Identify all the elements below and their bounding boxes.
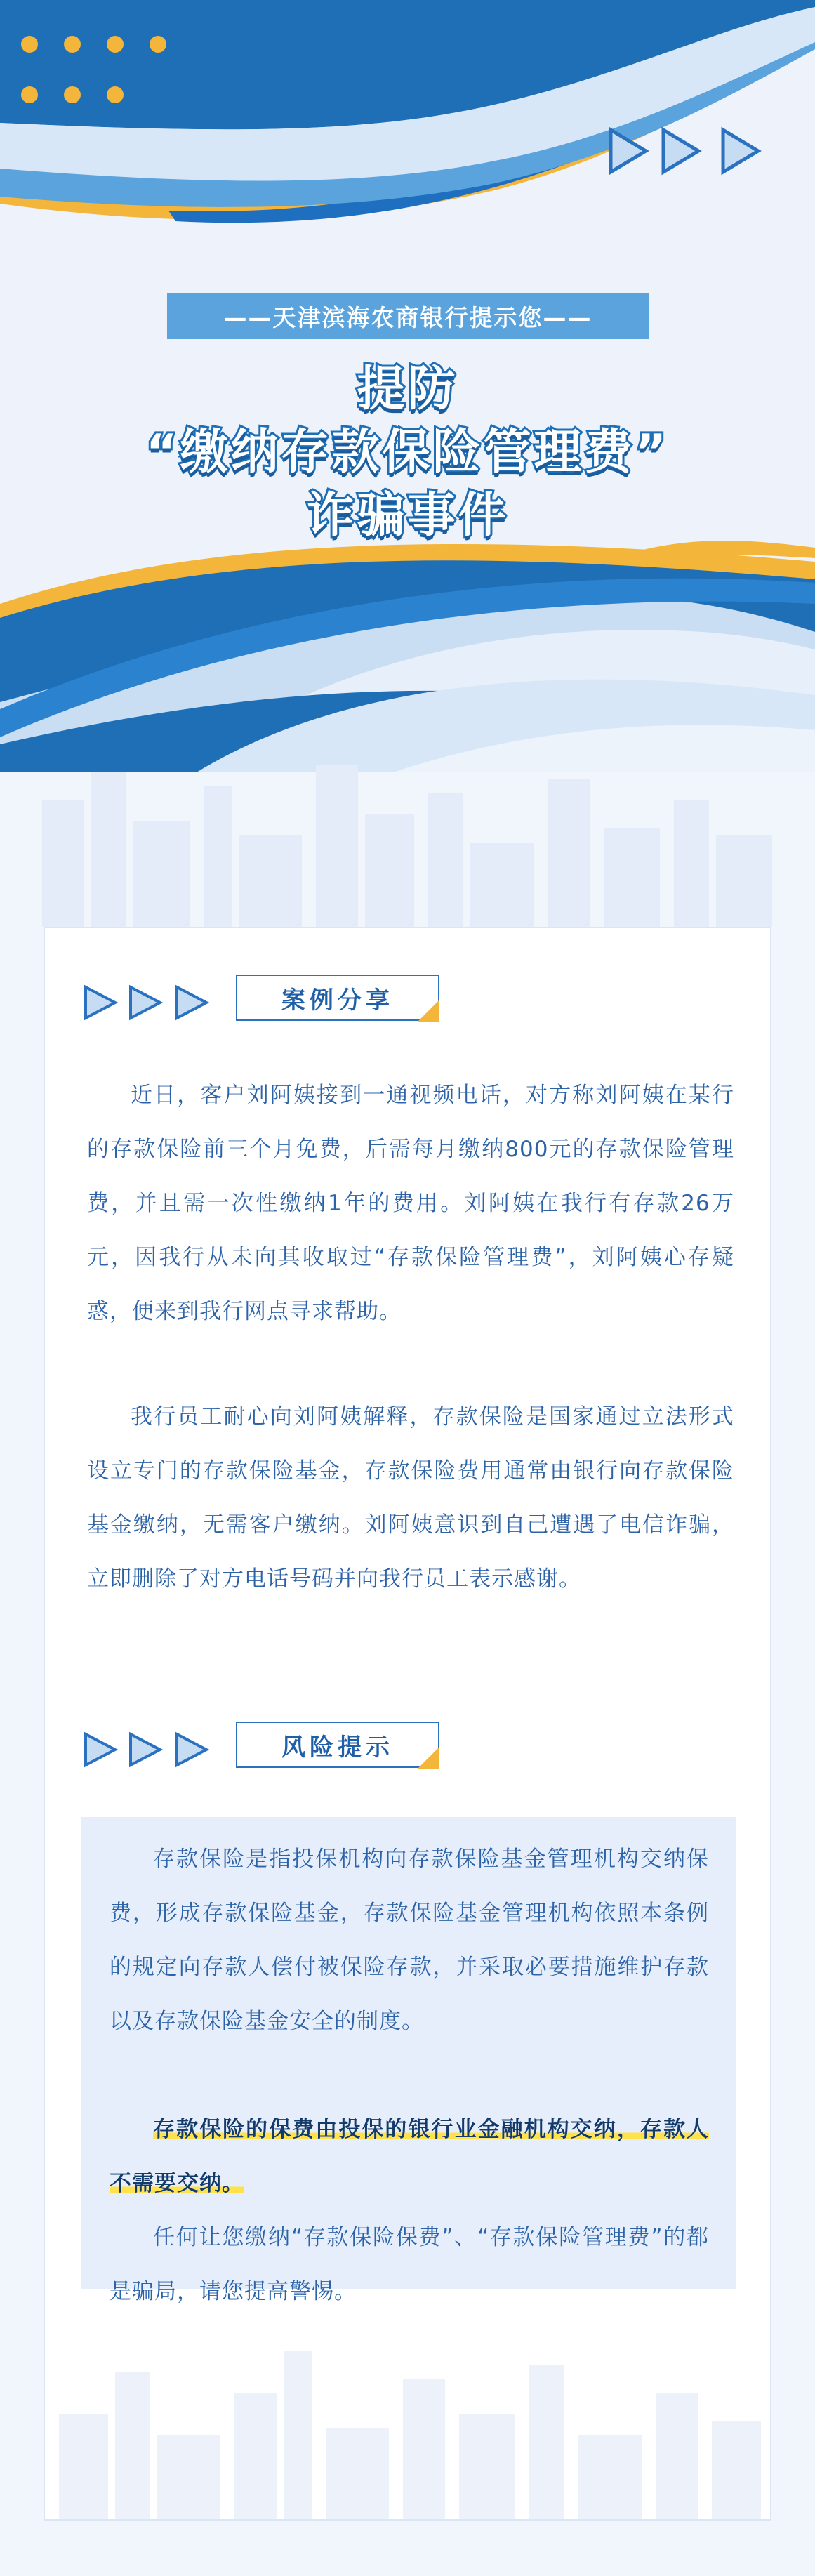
chevron-arrows-icon <box>81 1731 222 1768</box>
risk-paragraph-1: 存款保险是指投保机构向存款保险基金管理机构交纳保费，形成存款保险基金，存款保险基金管理机构依照本条例的规定向存款人偿付被保险存款，并采取必要措施维护存款以及存款保险基金安全的制度。 <box>110 1847 709 2034</box>
title-line-2: “缴纳存款保险管理费” <box>145 425 670 480</box>
skyline-top <box>0 744 815 927</box>
highlighted-text: 存款保险的保费由投保的银行业金融机构交纳，存款人不需要交纳。 <box>110 2117 709 2196</box>
bank-subtitle-bar: ——天津滨海农商银行提示您—— <box>167 293 649 339</box>
risk-content-box <box>81 1817 736 2304</box>
risk-section-title: 风险提示 <box>236 1722 439 1768</box>
case-paragraph-1: 近日，客户刘阿姨接到一通视频电话，对方称刘阿姨在某行的存款保险前三个月免费，后需每月缴纳800元的存款保险管理费，并且需一次性缴纳1年的费用。刘阿姨在我行有存款26万元，因我行从未向其收取过“存款保险管理费”，刘阿姨心存疑惑，便来到我行网点寻求帮助。 <box>87 1083 734 1324</box>
skyline-bottom <box>45 2330 770 2519</box>
risk-highlight-paragraph <box>110 2103 709 2211</box>
case-paragraph-2: 我行员工耐心向刘阿姨解释，存款保险是国家通过立法形式设立专门的存款保险基金，存款保险费用通常由银行向存款保险基金缴纳，无需客户缴纳。刘阿姨意识到自己遭遇了电信诈骗，立即删除了对方电话号码并向我行员工表示感谢。 <box>87 1404 734 1592</box>
corner-accent <box>417 1747 439 1769</box>
risk-paragraph-3: 任何让您缴纳“存款保险保费”、“存款保险管理费”的都是骗局，请您提高警惕。 <box>110 2225 709 2304</box>
corner-accent <box>417 1000 439 1022</box>
case-section-header <box>81 975 475 1031</box>
case-section-title: 案例分享 <box>236 975 439 1021</box>
title-line-3: 诈骗事件 <box>306 488 509 543</box>
title-line-1: 提防 <box>357 362 458 417</box>
risk-section-header <box>81 1722 475 1778</box>
chevron-arrows-icon <box>81 984 222 1021</box>
content-card <box>44 927 771 2521</box>
